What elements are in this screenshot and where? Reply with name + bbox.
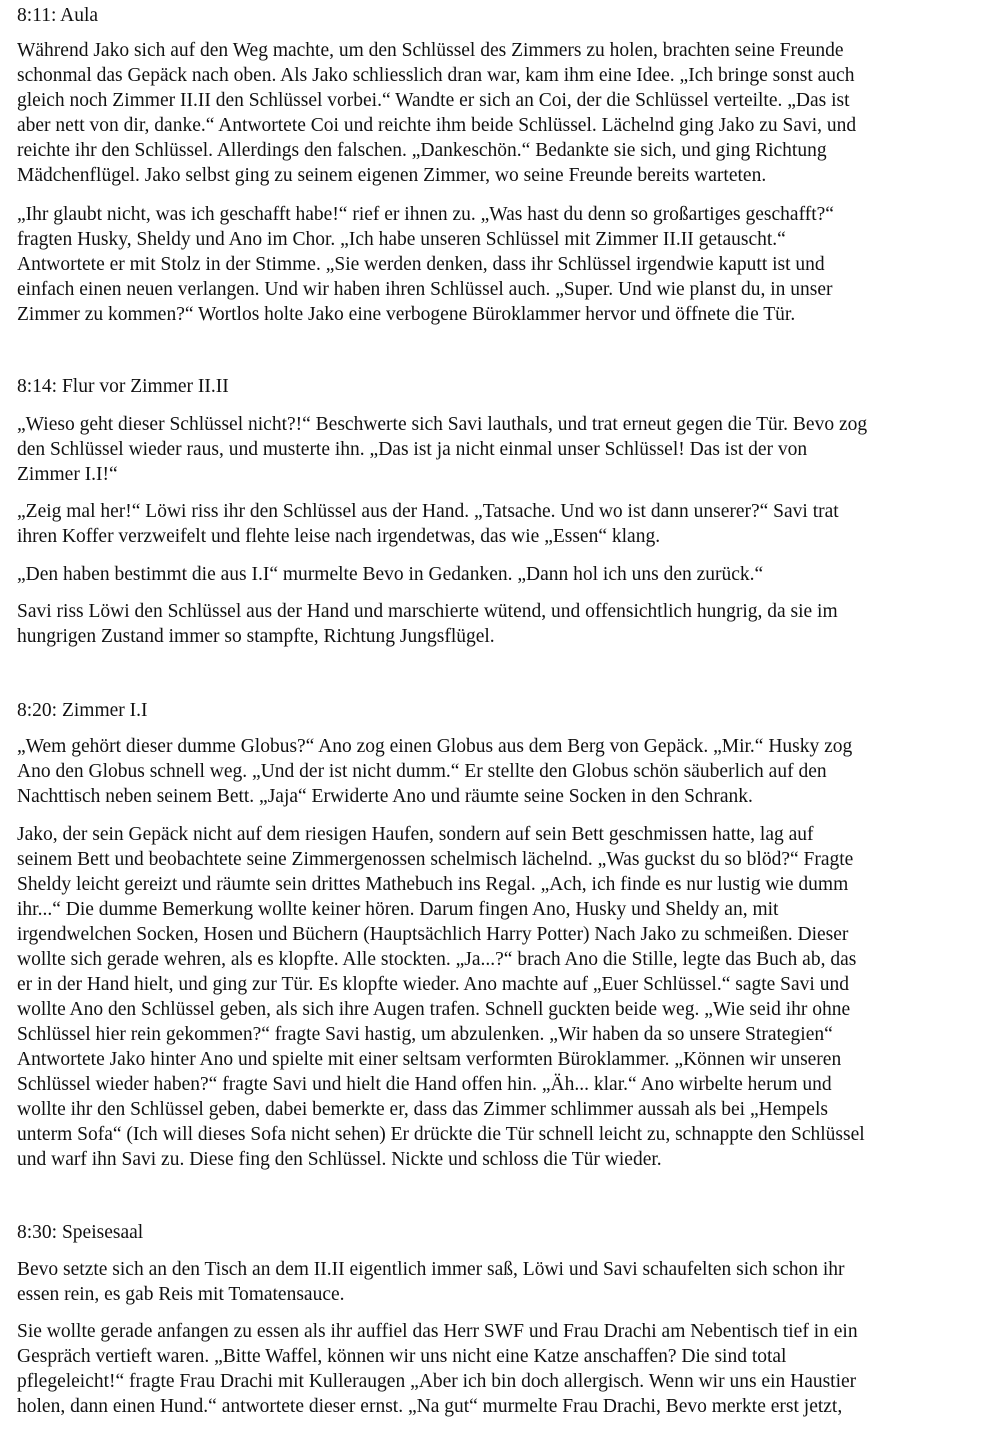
text-line: Zimmer zu kommen?“ Wortlos holte Jako eine verbogene Büroklammer hervor und öffnete die Tür. <box>17 304 796 325</box>
paragraph <box>17 202 834 327</box>
paragraph <box>17 38 856 188</box>
text-line: Nachttisch neben seinem Bett. „Jaja“ Erwiderte Ano und räumte seine Socken in den Schrank. <box>17 786 753 807</box>
text-line: Sheldy leicht gereizt und räumte sein drittes Mathebuch ins Regal. „Ach, ich finde es nur lustig wie dumm <box>17 874 849 895</box>
section-heading: 8:30: Speisesaal <box>17 1222 144 1243</box>
paragraph <box>17 1257 844 1307</box>
text-line: wollte ihr den Schlüssel geben, dabei bemerkte er, dass das Zimmer schlimmer aussah als bei „Hempels <box>17 1099 828 1120</box>
text-line: Schlüssel wieder haben?“ fragte Savi und hielt die Hand offen hin. „Äh... klar.“ Ano wirbelte herum und <box>17 1074 832 1095</box>
text-line: schonmal das Gepäck nach oben. Als Jako schliesslich dran war, kam ihm eine Idee. „Ich bringe sonst auch <box>17 65 855 86</box>
paragraph <box>17 1319 858 1419</box>
text-line: fragten Husky, Sheldy und Ano im Chor. „Ich habe unseren Schlüssel mit Zimmer II.II getauscht.“ <box>17 229 786 250</box>
text-line: „Wieso geht dieser Schlüssel nicht?!“ Beschwerte sich Savi lauthals, und trat erneut gegen die Tür. Bevo zog <box>17 414 868 435</box>
text-line: wollte sich gerade wehren, als es klopfte. Alle stockten. „Ja...?“ brach Ano die Stille, legte das Buch ab, das <box>17 949 857 970</box>
text-line: Während Jako sich auf den Weg machte, um den Schlüssel des Zimmers zu holen, brachten seine Freunde <box>17 40 844 61</box>
paragraph <box>17 734 852 809</box>
section-heading: 8:20: Zimmer I.I <box>17 700 148 721</box>
text-line: den Schlüssel wieder raus, und musterte ihn. „Das ist ja nicht einmal unser Schlüssel! Das ist der von <box>17 439 808 460</box>
text-line: gleich noch Zimmer II.II den Schlüssel vorbei.“ Wandte er sich an Coi, der die Schlüssel verteilte. „Das ist <box>17 90 850 111</box>
paragraph <box>17 499 839 549</box>
text-line: Savi riss Löwi den Schlüssel aus der Hand und marschierte wütend, und offensichtlich hungrig, da sie im <box>17 601 838 622</box>
text-line: Bevo setzte sich an den Tisch an dem II.II eigentlich immer saß, Löwi und Savi schaufelten sich schon ihr <box>17 1259 845 1280</box>
text-line: unterm Sofa“ (Ich will dieses Sofa nicht sehen) Er drückte die Tür schnell leicht zu, schnappte den Schlüssel <box>17 1124 865 1145</box>
text-line: aber nett von dir, danke.“ Antwortete Coi und reichte ihm beide Schlüssel. Lächelnd ging Jako zu Savi, und <box>17 115 857 136</box>
text-line: Sie wollte gerade anfangen zu essen als ihr auffiel das Herr SWF und Frau Drachi am Nebentisch tief in ein <box>17 1321 858 1342</box>
text-line: „Wem gehört dieser dumme Globus?“ Ano zog einen Globus aus dem Berg von Gepäck. „Mir.“ Husky zog <box>17 736 853 757</box>
text-line: hungrigen Zustand immer so stampfte, Richtung Jungsflügel. <box>17 626 495 647</box>
text-line: Gespräch vertieft waren. „Bitte Waffel, können wir uns nicht eine Katze anschaffen? Die sind total <box>17 1346 787 1367</box>
paragraph <box>17 412 867 487</box>
section-heading: 8:14: Flur vor Zimmer II.II <box>17 376 229 397</box>
text-line: Schlüssel hier rein gekommen?“ fragte Savi hastig, um abzulenken. „Wir haben da so unsere Strategien“ <box>17 1024 833 1045</box>
text-line: er in der Hand hielt, und ging zur Tür. Es klopfte wieder. Ano machte auf „Euer Schlüssel.“ sagte Savi und <box>17 974 849 995</box>
text-line: ihren Koffer verzweifelt und flehte leise nach irgendetwas, das wie „Essen“ klang. <box>17 526 661 547</box>
text-line: ihr...“ Die dumme Bemerkung wollte keiner hören. Darum fingen Ano, Husky und Sheldy an, mit <box>17 899 779 920</box>
text-line: essen rein, es gab Reis mit Tomatensauce. <box>17 1284 345 1305</box>
text-line: seinem Bett und beobachtete seine Zimmergenossen schelmisch lächelnd. „Was guckst du so blöd?“ Fragte <box>17 849 854 870</box>
text-line: Zimmer I.I!“ <box>17 464 118 485</box>
paragraph <box>17 599 838 649</box>
paragraph <box>17 822 865 1172</box>
text-line: „Zeig mal her!“ Löwi riss ihr den Schlüssel aus der Hand. „Tatsache. Und wo ist dann unserer?“ Savi trat <box>17 501 839 522</box>
text-line: Antwortete er mit Stolz in der Stimme. „Sie werden denken, dass ihr Schlüssel irgendwie kaputt ist und <box>17 254 825 275</box>
text-line: irgendwelchen Socken, Hosen und Büchern (Hauptsächlich Harry Potter) Nach Jako zu schmeißen. Dieser <box>17 924 849 945</box>
text-line: reichte ihr den Schlüssel. Allerdings den falschen. „Dankeschön.“ Bedankte sie sich, und ging Richtung <box>17 140 827 161</box>
text-line: holen, dann einen Hund.“ antwortete dieser ernst. „Na gut“ murmelte Frau Drachi, Bevo merkte erst jetzt, <box>17 1396 843 1417</box>
text-line: Mädchenflügel. Jako selbst ging zu seinem eigenen Zimmer, wo seine Freunde bereits warteten. <box>17 165 767 186</box>
text-line: „Den haben bestimmt die aus I.I“ murmelte Bevo in Gedanken. „Dann hol ich uns den zurück.“ <box>17 564 764 585</box>
text-line: Jako, der sein Gepäck nicht auf dem riesigen Haufen, sondern auf sein Bett geschmissen hatte, lag auf <box>17 824 814 845</box>
text-line: pflegeleicht!“ fragte Frau Drachi mit Kulleraugen „Aber ich bin doch allergisch. Wenn wir uns ein Haustier <box>17 1371 857 1392</box>
text-line: wollte Ano den Schlüssel geben, als sich ihre Augen trafen. Schnell guckten beide weg. „Wie seid ihr ohne <box>17 999 851 1020</box>
text-line: „Ihr glaubt nicht, was ich geschafft habe!“ rief er ihnen zu. „Was hast du denn so großartiges geschafft?“ <box>17 204 834 225</box>
paragraph <box>17 562 763 587</box>
text-line: Antwortete Jako hinter Ano und spielte mit einer seltsam verformten Büroklammer. „Können wir unseren <box>17 1049 842 1070</box>
section-heading: 8:11: Aula <box>17 5 99 26</box>
text-line: Ano den Globus schnell weg. „Und der ist nicht dumm.“ Er stellte den Globus schön säuberlich auf den <box>17 761 827 782</box>
text-line: und warf ihn Savi zu. Diese fing den Schlüssel. Nickte und schloss die Tür wieder. <box>17 1149 662 1170</box>
text-line: einfach einen neuen verlangen. Und wir haben ihren Schlüssel auch. „Super. Und wie planst du, in unser <box>17 279 833 300</box>
